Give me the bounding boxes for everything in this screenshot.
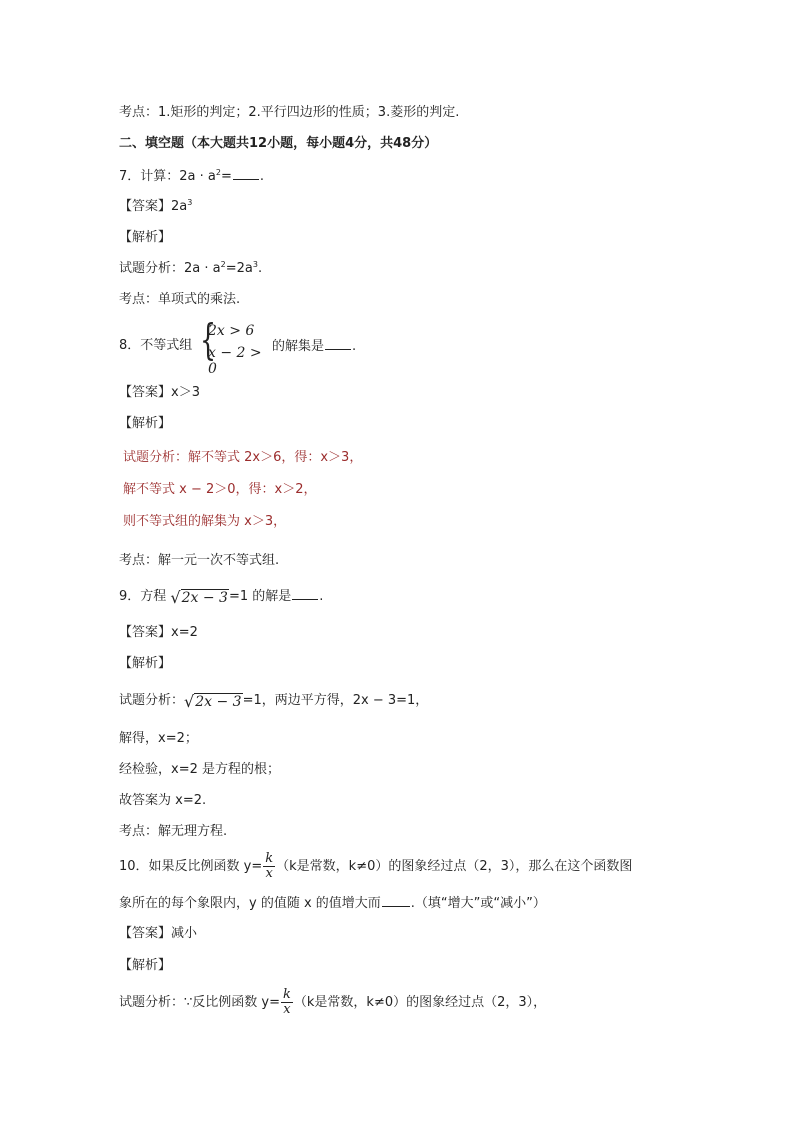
q9-answer: 【答案】x=2 [119,625,198,640]
q10-analysis-fraction [281,988,293,1017]
q10-line-2 [119,894,546,913]
q8-red-line-2: 解不等式 x − 2＞0，得：x＞2， [123,482,317,497]
q9-analysis-label: 【解析】 [119,656,172,671]
q9-sqrt: √ 2x − 3 [170,588,228,607]
q9-blank [292,587,318,600]
system-line-2: x − 2 > 0 [208,345,262,377]
q9-end: . [319,589,324,604]
q10-analysis-frac-den: x [283,1002,291,1017]
q9-analysis-prefix: 试题分析： [119,693,185,708]
q7-analysis-exp-a: 2 [220,260,226,269]
q9-analysis-radicand: 2x − 3 [195,694,242,710]
q10-blank [382,894,410,907]
q8-suffix: 的解集是 [272,339,325,354]
q9-step-3: 故答案为 x=2. [119,793,207,808]
question-10 [119,852,632,881]
q10-suffix: （k是常数，k≠0）的图象经过点（2，3），那么在这个函数图 [276,859,633,874]
q7-analysis-exp-b: 3 [252,260,258,269]
q7-answer-exp: 3 [187,198,193,207]
q7-analysis-a: 试题分析：2a · a [119,261,221,276]
q10-analysis-label: 【解析】 [119,958,172,973]
question-7 [119,167,264,186]
q10-frac-num: k [265,851,274,866]
q10-line2-prefix: 象所在的每个象限内，y 的值随 x 的值增大而 [119,896,381,911]
section-title: 二、填空题（本大题共12小题，每小题4分，共48分） [119,136,438,151]
q8-analysis-label: 【解析】 [119,416,172,431]
q7-analysis-c: . [257,261,263,276]
question-9 [119,587,323,606]
q7-kaodian: 考点：单项式的乘法. [119,292,241,307]
q8-red-line-3: 则不等式组的解集为 x＞3， [123,514,287,529]
q8-suffix-line [272,337,356,356]
q10-analysis-suffix: （k是常数，k≠0）的图象经过点（2，3）， [293,995,547,1010]
q10-prefix: 10．如果反比例函数 y= [119,859,263,874]
q8-end: . [352,339,357,354]
q9-kaodian: 考点：解无理方程. [119,824,228,839]
question-8 [119,337,192,355]
q9-analysis [119,692,428,710]
q8-answer: 【答案】x＞3 [119,385,200,400]
q8-kaodian: 考点：解一元一次不等式组. [119,553,280,568]
system-line-1: 2x > 6 [208,323,255,339]
q8-red-line-1: 试题分析：解不等式 2x＞6，得：x＞3， [123,450,363,465]
q10-analysis-prefix: 试题分析：∵反比例函数 y= [119,995,280,1010]
previous-kaodian: 考点：1.矩形的判定；2.平行四边形的性质；3.菱形的判定. [119,105,460,120]
q7-answer [119,198,192,216]
q7-analysis-label: 【解析】 [119,230,172,245]
q8-blank [325,337,351,350]
q9-suffix: =1 的解是 [228,589,292,604]
q10-answer: 【答案】减小 [119,926,198,941]
q10-frac-den: x [265,866,273,881]
q9-radicand: 2x − 3 [181,590,228,606]
q7-answer-text: 【答案】2a [119,199,188,214]
q10-analysis-frac-num: k [283,987,291,1002]
q9-step-2: 经检验，x=2 是方程的根； [119,762,280,777]
q9-prefix: 9．方程 [119,589,167,604]
q7-analysis-b: =2a [225,261,253,276]
q7-exp: 2 [215,168,221,177]
q7-suffix: = [220,169,232,184]
q9-analysis-suffix: =1，两边平方得，2x − 3=1， [242,693,429,708]
q9-step-1: 解得，x=2； [119,731,198,746]
q8-prefix: 8．不等式组 [119,338,193,353]
q10-fraction [263,852,275,881]
q7-prefix: 7．计算：2a · a [119,169,216,184]
q7-analysis [119,260,262,278]
q10-line2-suffix: .（填“增大”或“减小”） [410,896,546,911]
q7-end: . [259,169,265,184]
q9-analysis-sqrt: √ 2x − 3 [184,692,242,711]
system-brace: { [200,315,217,364]
q7-blank [233,167,259,180]
inequality-system [200,315,270,377]
q10-analysis [119,988,546,1017]
